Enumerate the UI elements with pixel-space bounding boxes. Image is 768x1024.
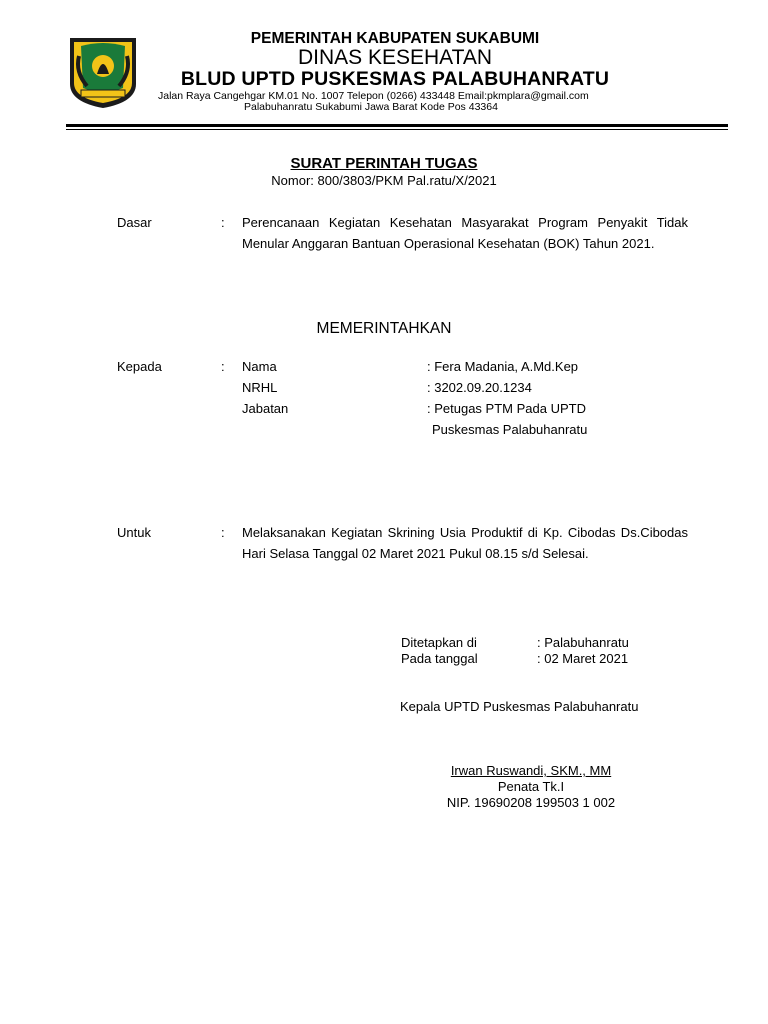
untuk-text: Melaksanakan Kegiatan Skrining Usia Produktif di Kp. Cibodas Ds.Cibodas Hari Selasa Tanggal 02 Maret 2021 Pukul 08.15 s/d Selesai. — [242, 525, 688, 561]
field-label-nama: Nama — [242, 359, 277, 374]
dasar-label: Dasar — [117, 215, 152, 230]
tanggal-label: Pada tanggal — [401, 651, 478, 666]
untuk-colon: : — [221, 525, 225, 540]
kepada-colon: : — [221, 359, 225, 374]
signatory-name: Irwan Ruswandi, SKM., MM — [450, 763, 612, 778]
field-label-jabatan: Jabatan — [242, 401, 289, 416]
tanggal-value: : 02 Maret 2021 — [537, 651, 629, 666]
field-value-jabatan-cont: Puskesmas Palabuhanratu — [432, 422, 588, 437]
dasar-colon: : — [221, 215, 225, 230]
letterhead-divider-thin — [66, 129, 728, 130]
signatory-name-row — [400, 763, 662, 778]
document-number: Nomor: 800/3803/PKM Pal.ratu/X/2021 — [271, 173, 497, 188]
signatory-nip: NIP. 19690208 199503 1 002 — [446, 795, 616, 810]
field-value-nrhl: : 3202.09.20.1234 — [427, 380, 532, 395]
field-value-jabatan: : Petugas PTM Pada UPTD — [427, 401, 586, 416]
signatory-rank: Penata Tk.I — [497, 779, 565, 794]
dasar-text: Perencanaan Kegiatan Kesehatan Masyarakat Program Penyakit Tidak Menular Anggaran Bantuan Operasional Kesehatan (BOK) Tahun 2021. — [242, 215, 688, 251]
ditetapkan-value: : Palabuhanratu — [537, 635, 629, 650]
letterhead-government: PEMERINTAH KABUPATEN SUKABUMI — [250, 30, 540, 47]
document-title: SURAT PERINTAH TUGAS — [290, 155, 478, 172]
letterhead-institution: BLUD UPTD PUSKESMAS PALABUHANRATU — [180, 68, 610, 90]
kabupaten-sukabumi-emblem — [67, 36, 139, 110]
kepada-label: Kepada — [117, 359, 162, 374]
letterhead-address-city: Palabuhanratu Sukabumi Jawa Barat Kode Pos 43364 — [244, 101, 498, 113]
letterhead-address: Jalan Raya Cangehgar KM.01 No. 1007 Telepon (0266) 433448 Email:pkmplara@gmail.com — [158, 90, 589, 102]
field-value-nama: : Fera Madania, A.Md.Kep — [427, 359, 579, 374]
signatory-position: Kepala UPTD Puskesmas Palabuhanratu — [400, 699, 639, 714]
untuk-label: Untuk — [117, 525, 151, 540]
letterhead-department: DINAS KESEHATAN — [297, 46, 493, 69]
ditetapkan-label: Ditetapkan di — [401, 635, 477, 650]
field-label-nrhl: NRHL — [242, 380, 278, 395]
section-title: MEMERINTAHKAN — [316, 320, 452, 337]
letterhead-divider-thick — [66, 124, 728, 127]
